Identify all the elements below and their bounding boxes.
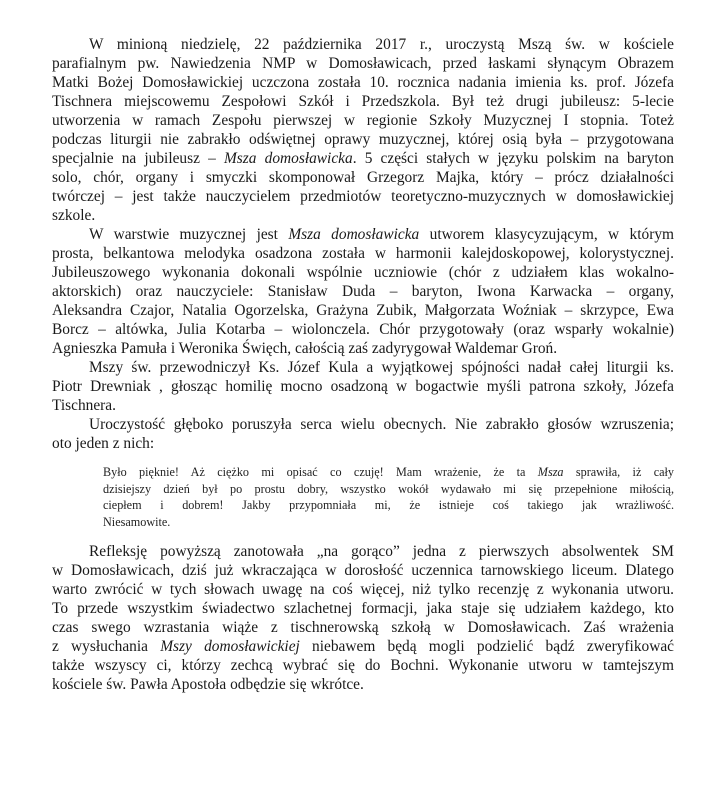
- paragraph-2: [52, 225, 674, 358]
- text-line: Agnieszka Pamuła i Weronika Święch, całością zaś zadyrygował Waldemar Groń.: [52, 340, 558, 357]
- text-line: solo, chór, organy i smyczki skomponował Grzegorz Majka, który – prócz działalności: [52, 169, 674, 186]
- text-line: Jubileuszowego wykonania dokonali wspólnie uczniowie (chór z udziałem klas wokalno-: [52, 264, 674, 281]
- text-line: Uroczystość głęboko poruszyła serca wielu obecnych. Nie zabrakło głosów wzruszenia;: [89, 416, 674, 433]
- text-line: twórczej – jest także nauczycielem przedmiotów teoretyczno-muzycznych w domosławickiej: [52, 188, 674, 205]
- text-fragment: niebawem będą mogli podzielić bądź zweryfikować: [299, 638, 674, 655]
- text-fragment: z wysłuchania: [52, 638, 161, 655]
- paragraph-3: [52, 358, 674, 415]
- text-line: aktorskich) oraz nauczyciele: Stanisław Duda – baryton, Iwona Karwacka – organy,: [52, 283, 674, 300]
- text-fragment: utworem klasycyzującym, w którym: [419, 226, 674, 243]
- text-line: Tischnera miejscowemu Zespołowi Szkół i Przedszkola. Był też drugi jubileusz: 5-lecie: [52, 93, 674, 110]
- text-line: Borcz – altówka, Julia Kotarba – wiolonczela. Chór przygotowały (oraz wsparły wokalnie): [52, 321, 674, 338]
- text-line: Tischnera.: [52, 397, 116, 414]
- text-line: W minioną niedzielę, 22 października 2017 r., uroczystą Mszą św. w kościele: [89, 36, 674, 53]
- italic-title: Mszy domosławickiej: [160, 638, 300, 655]
- text-line: Piotr Drewniak , głosząc homilię mocno osadzoną w bogactwie myśli patrona szkoły, Józefa: [52, 378, 674, 395]
- text-line: prosta, belkantowa melodyka osadzona została w harmonii kalejdoskopowej, kolorystycznej.: [52, 245, 674, 262]
- paragraph-1: [52, 35, 674, 225]
- text-line: [52, 225, 674, 244]
- quote-line: [103, 464, 674, 481]
- text-line: szkole.: [52, 207, 96, 224]
- text-fragment: specjalnie na jubileusz –: [52, 150, 224, 167]
- italic-title: Msza domosławicka: [223, 150, 353, 167]
- testimonial-quote: [103, 464, 674, 530]
- text-line: Refleksję powyższą zanotowała „na gorąco” jedna z pierwszych absolwentek SM: [89, 543, 674, 560]
- quote-line: Niesamowite.: [103, 514, 171, 529]
- paragraph-5: [52, 542, 674, 694]
- text-line: kościele św. Pawła Apostoła odbędzie się wkrótce.: [52, 676, 364, 693]
- text-line: warto zwrócić w tych słowach uwagę na coś więcej, niż tylko recenzję z wykonania utworu.: [52, 581, 674, 598]
- italic-title: Msza: [537, 465, 564, 479]
- text-fragment: . 5 części stałych w języku polskim na baryton: [352, 150, 674, 167]
- text-line: Aleksandra Czajor, Natalia Ogorzelska, Grażyna Zubik, Małgorzata Woźniak – skrzypce, Ewa: [52, 302, 674, 319]
- paragraph-4: [52, 415, 674, 453]
- document-page: [52, 35, 674, 694]
- text-fragment: W warstwie muzycznej jest: [89, 226, 289, 243]
- text-line: w Domosławicach, dziś już wkraczająca w dorosłość uczennica tarnowskiego liceum. Dlatego: [52, 562, 674, 579]
- text-line: [52, 149, 674, 168]
- text-fragment: Było pięknie! Aż ciężko mi opisać co czuję! Mam wrażenie, że ta: [103, 465, 538, 479]
- text-line: Mszy św. przewodniczył Ks. Józef Kula a wyjątkowej spójności nadał całej liturgii ks.: [89, 359, 674, 376]
- text-line: Matki Bożej Domosławickiej uczczona została 10. rocznica nadania imienia ks. prof. Józefa: [52, 74, 674, 91]
- text-line: czas swego wzrastania wiąże z tischnerowską szkołą w Domosławicach. Zaś wrażenia: [52, 619, 674, 636]
- text-fragment: sprawiła, iż cały: [563, 465, 675, 479]
- text-line: oto jeden z nich:: [52, 435, 155, 452]
- quote-line: dzisiejszy dzień był po prostu dobry, wszystko wokół wydawało mi się przepełnione miłością,: [103, 481, 674, 496]
- text-line: To przede wszystkim świadectwo szlachetnej formacji, jaka staje się udziałem każdego, kto: [52, 600, 674, 617]
- italic-title: Msza domosławicka: [288, 226, 420, 243]
- text-line: utworzenia w ramach Zespołu pierwszej w regionie Szkoły Muzycznej I stopnia. Toteż: [52, 112, 674, 129]
- text-line: podczas liturgii nie zabrakło odświętnej oprawy muzycznej, której osią była – przygotowana: [52, 131, 674, 148]
- text-line: [52, 637, 674, 656]
- quote-line: ciepłem i dobrem! Jakby przypomniała mi, że istnieje coś takiego jak wrażliwość.: [103, 498, 674, 512]
- text-line: także wszyscy ci, którzy zechcą wybrać się do Bochni. Wykonanie utworu w tamtejszym: [52, 657, 674, 674]
- text-line: parafialnym pw. Nawiedzenia NMP w Domosławicach, przed łaskami słynącym Obrazem: [52, 55, 674, 72]
